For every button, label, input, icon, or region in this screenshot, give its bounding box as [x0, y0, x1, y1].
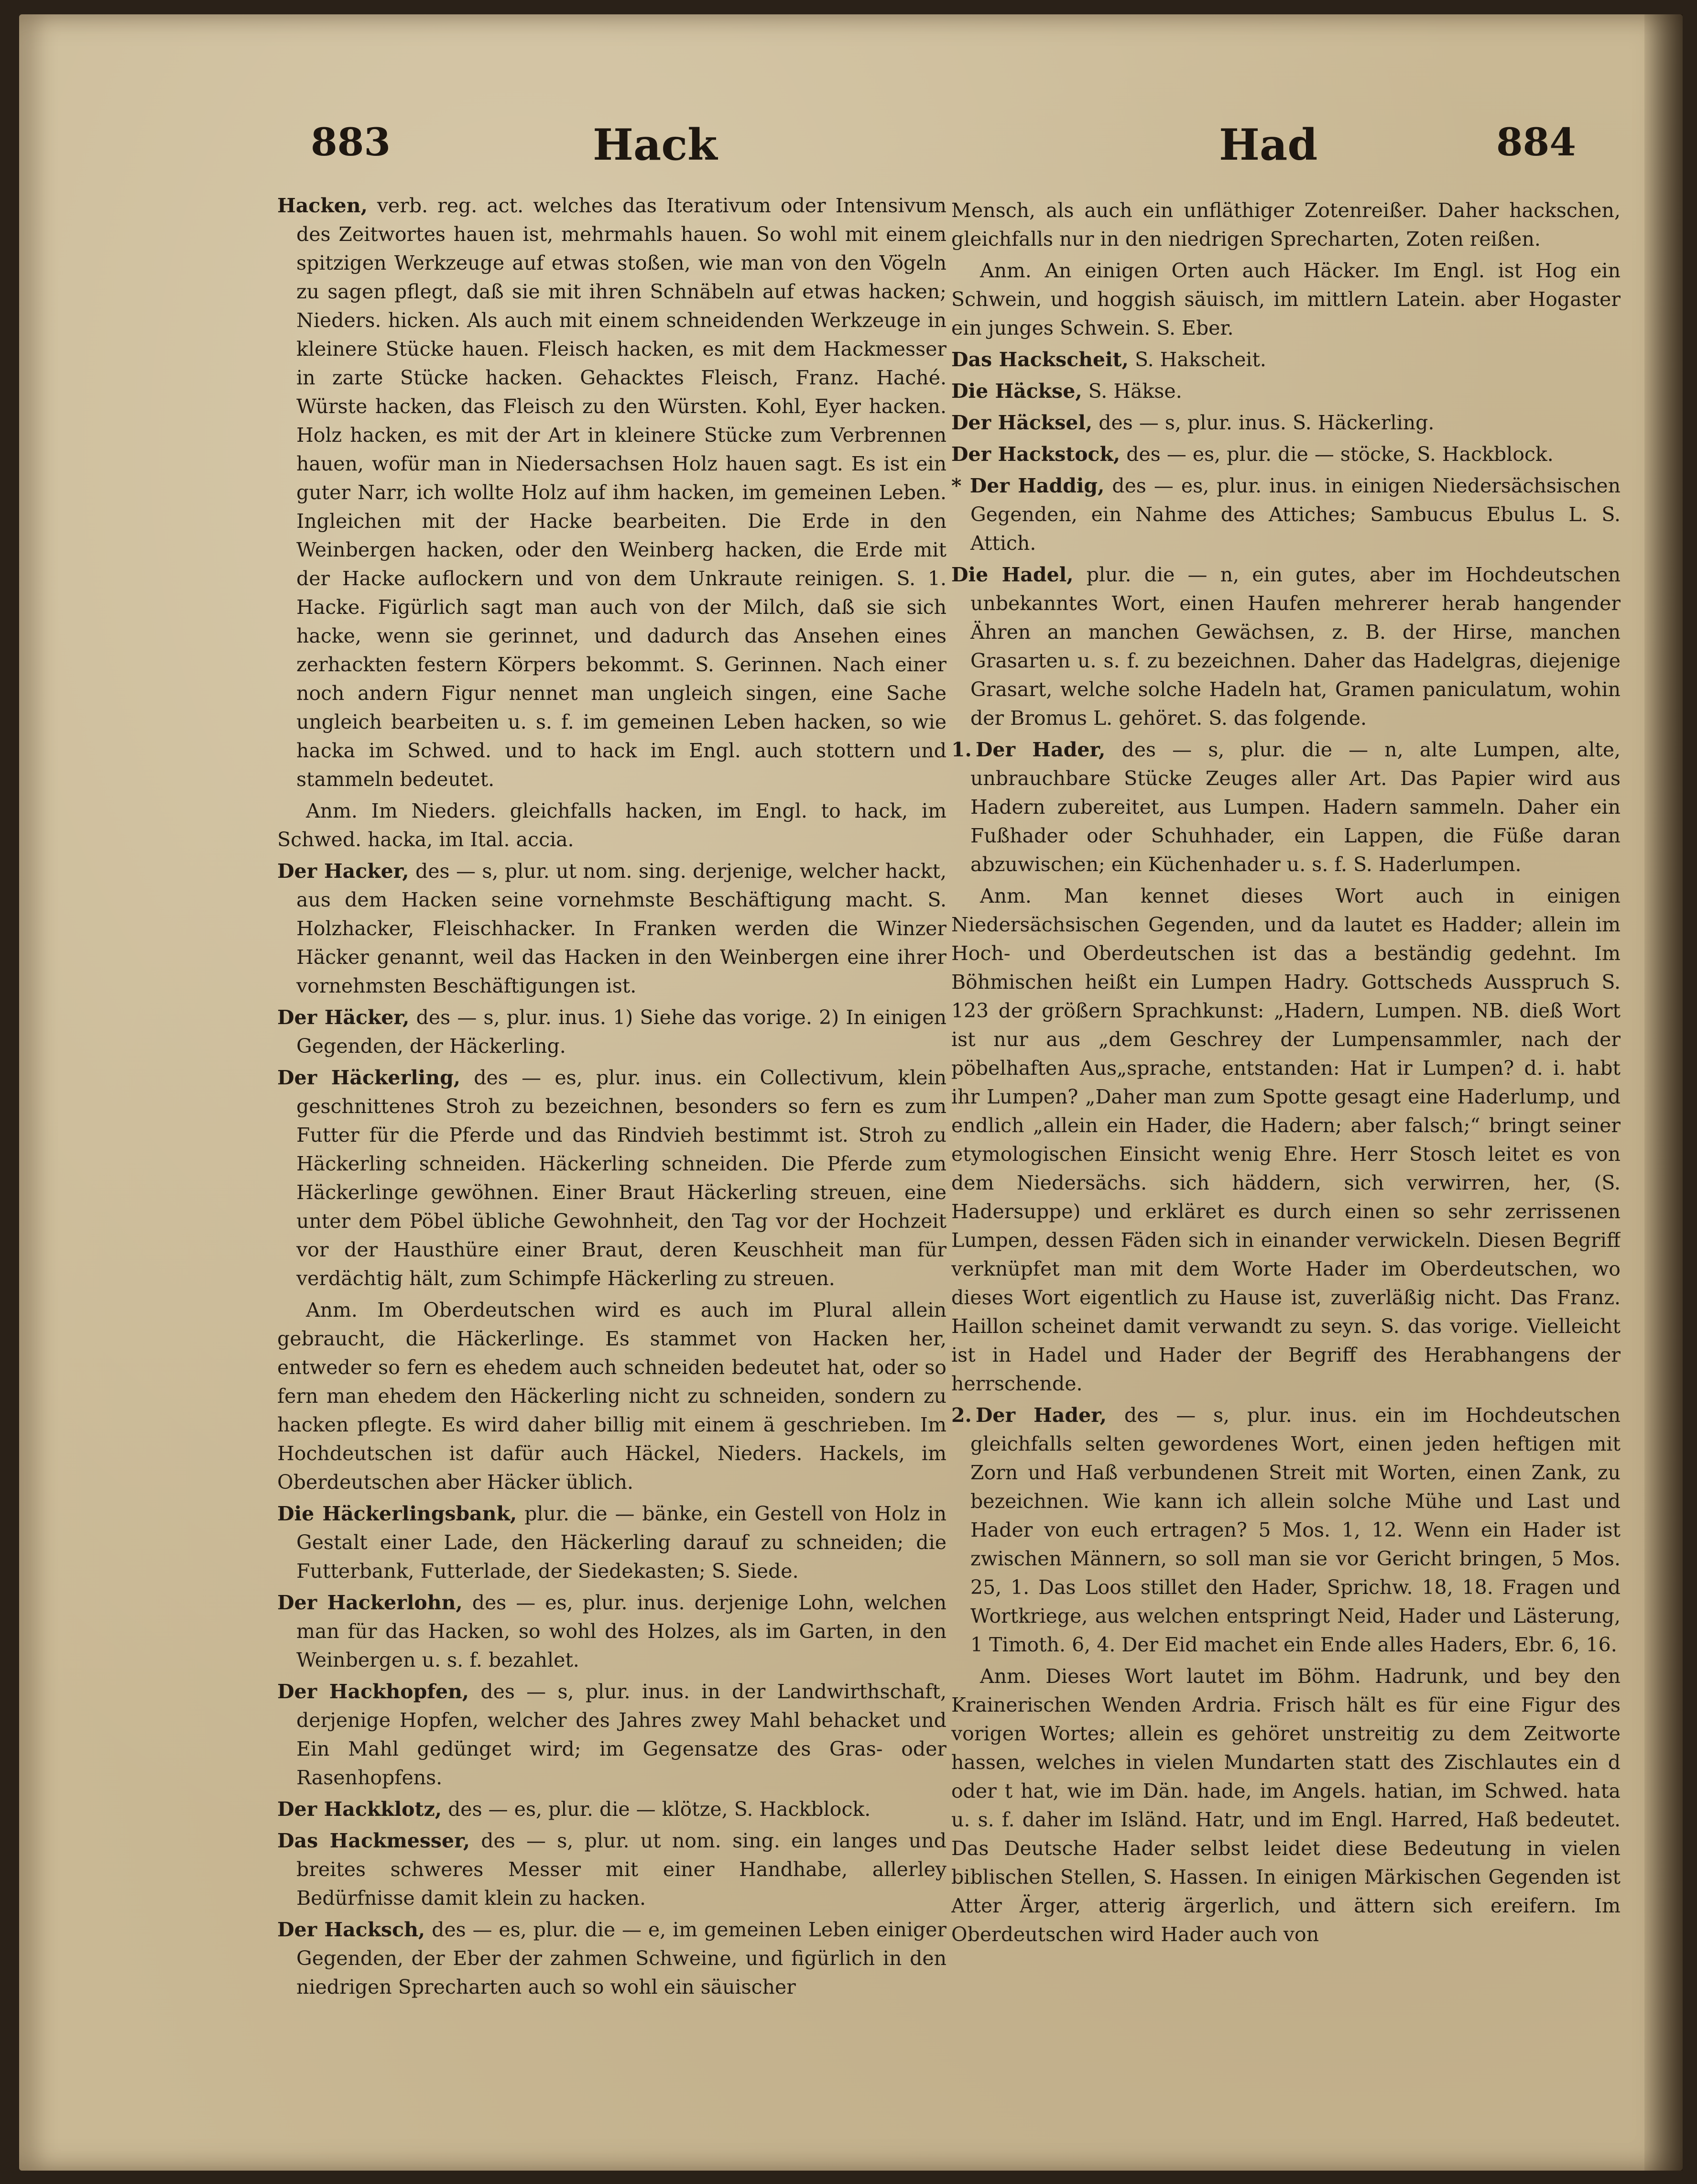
entry-definition: des — s, plur. die — n, alte Lumpen, alte, unbrauchbare Stücke Zeuges aller Art. Das Papier wird aus Hadern zubereitet, aus Lumpen. Hadern sammeln. Daher ein Fußhader oder Schuhhader, ein Lappen, die Füße daran abzuwischen; ein Küchenhader u. s. f. S. Haderlumpen. — [970, 738, 1621, 876]
entry-definition: des — es, plur. die — klötze, S. Hackblock. — [448, 1798, 871, 1821]
dictionary-entry — [951, 560, 1621, 732]
right-running-head: Had — [1219, 120, 1318, 170]
entry-definition: des — s, plur. ut nom. sing. ein langes und breites schweres Messer mit einer Handhabe, allerley Bedürfnisse damit klein zu hacken. — [296, 1829, 946, 1910]
continued-text-body: Mensch, als auch ein unfläthiger Zotenreißer. Daher hackschen, gleichfalls nur in den niedrigen Sprecharten, Zoten reißen. — [951, 199, 1621, 251]
entry-definition: des — s, plur. inus. in der Landwirthschaft, derjenige Hopfen, welcher des Jahres zwey Mahl behacket und Ein Mahl gedünget wird; im Gegensatze des Gras- oder Rasenhopfens. — [296, 1680, 946, 1789]
dictionary-entry — [951, 440, 1621, 469]
annotation-text: Anm. Man kennet dieses Wort auch in einigen Niedersächsischen Gegenden, und da lautet es Hadder; allein im Hoch- und Oberdeutschen ist das a beständig gedehnt. Im Böhmischen heißt ein Lumpen Hadry. Gottscheds Ausspruch S. 123 der größern Sprachkunst: „Hadern, Lumpen. NB. dieß Wort ist nur aus „dem Geschrey der Lumpensammler, nach der pöbelhaften Aus„sprache, entstanden: Hat ir Lumpen? d. i. habt ihr Lumpen? „Daher man zum Spotte gesagt eine Haderlump, und endlich „allein ein Hader, die Hadern; aber falsch;“ bringt seiner etymologischen Einsicht wenig Ehre. Herr Stosch leitet es von dem Niedersächs. sich häddern, sich verwirren, her, (S. Hadersuppe) und erkläret es durch einen so sehr zerrissenen Lumpen, dessen Fäden sich in einander verwickeln. Diesen Begriff verknüpfet man mit dem Worte Hader im Oberdeutschen, wo dieses Wort eigentlich zu Hause ist, zuverläßig nicht. Das Franz. Haillon scheinet damit verwandt zu seyn. S. das vorige. Vielleicht ist in Hadel und Hader der Begriff des Herabhangens der herrschende. — [951, 885, 1621, 1395]
dictionary-entry — [277, 1588, 946, 1674]
entry-definition: des — s, plur. ut nom. sing. derjenige, welcher hackt, aus dem Hacken seine vornehmste Beschäftigung macht. S. Holzhacker, Fleischhacker. In Franken werden die Winzer Häcker genannt, weil das Hacken in den Weinbergen eine ihrer vornehmsten Beschäftigungen ist. — [296, 860, 946, 997]
entry-headword: Der Hader, — [975, 738, 1106, 761]
entry-headword: Der Hackhopfen, — [277, 1680, 469, 1703]
entry-headword: Der Hackstock, — [951, 443, 1120, 466]
entry-definition: S. Häkse. — [1088, 380, 1182, 403]
dictionary-entry — [951, 735, 1621, 879]
continued-text — [951, 196, 1621, 253]
entry-definition: des — s, plur. inus. S. Häckerling. — [1099, 411, 1435, 434]
dictionary-entry — [951, 408, 1621, 437]
annotation-text: Anm. An einigen Orten auch Häcker. Im Engl. ist Hog ein Schwein, und hoggish säuisch, im mittlern Latein. aber Hogaster ein junges Schwein. S. Eber. — [951, 259, 1621, 339]
dictionary-entry — [277, 1915, 946, 2001]
entry-number: 1. — [951, 738, 972, 761]
dictionary-entry — [277, 1063, 946, 1293]
annotation-paragraph — [951, 1662, 1621, 1949]
entry-headword: Die Häckerlingsbank, — [277, 1502, 517, 1525]
annotation-text: Anm. Dieses Wort lautet im Böhm. Hadrunk, und bey den Krainerischen Wenden Ardria. Frisch hält es für eine Figur des vorigen Wortes; allein es gehöret unstreitig zu dem Zeitworte hassen, welches in vielen Mundarten statt des Zischlautes ein d oder t hat, wie im Dän. hade, im Angels. hatian, im Schwed. hata u. s. f. daher im Isländ. Hatr, und im Engl. Harred, Haß bedeutet. Das Deutsche Hader selbst leidet diese Bedeutung in vielen biblischen Stellen, S. Hassen. In einigen Märkischen Gegenden ist Atter Ärger, atterig ärgerlich, und ättern sich ereifern. Im Oberdeutschen wird Hader auch von — [951, 1665, 1621, 1946]
dictionary-entry — [277, 1677, 946, 1792]
entry-headword: Die Hadel, — [951, 563, 1074, 586]
dictionary-entry — [951, 471, 1621, 557]
dictionary-entry — [951, 1401, 1621, 1659]
entry-headword: * Der Haddig, — [951, 474, 1105, 497]
entry-headword: Der Häcker, — [277, 1006, 410, 1029]
book-gutter-shadow — [1644, 14, 1683, 2171]
dictionary-entry — [277, 1826, 946, 1912]
entry-definition: S. Hakscheit. — [1134, 348, 1266, 371]
entry-headword: Das Hackmesser, — [277, 1829, 470, 1852]
entry-definition: des — es, plur. inus. in einigen Niedersächsischen Gegenden, ein Nahme des Attiches; Sambucus Ebulus L. S. Attich. — [970, 474, 1621, 555]
right-text-column — [951, 196, 1621, 2013]
left-page-number: 883 — [311, 120, 391, 164]
dictionary-entry — [277, 1003, 946, 1060]
dictionary-entry — [277, 1795, 946, 1824]
entry-definition: des — s, plur. inus. ein im Hochdeutschen gleichfalls selten gewordenes Wort, einen jeden heftigen mit Zorn und Haß verbundenen Streit mit Worten, einen Zank, zu bezeichnen. Wie kann ich allein solche Mühe und Last und Hader von euch ertragen? 5 Mos. 1, 12. Wenn ein Hader ist zwischen Männern, so soll man sie vor Gericht bringen, 5 Mos. 25, 1. Das Loos stillet den Hader, Sprichw. 18, 18. Fragen und Wortkriege, aus welchen entspringt Neid, Hader und Lästerung, 1 Timoth. 6, 4. Der Eid machet ein Ende alles Haders, Ebr. 6, 16. — [970, 1404, 1621, 1656]
entry-headword: Der Hackerlohn, — [277, 1591, 463, 1614]
entry-definition: plur. die — bänke, ein Gestell von Holz in Gestalt einer Lade, den Häckerling darauf zu schneiden; die Futterbank, Futterlade, der Siedekasten; S. Siede. — [296, 1502, 946, 1583]
entry-headword: Der Häcksel, — [951, 411, 1093, 434]
annotation-paragraph — [951, 882, 1621, 1398]
dictionary-entry — [951, 377, 1621, 405]
entry-headword: Der Hackklotz, — [277, 1798, 442, 1821]
entry-definition: des — s, plur. inus. 1) Siehe das vorige. 2) In einigen Gegenden, der Häckerling. — [296, 1006, 946, 1058]
entry-definition: verb. reg. act. welches das Iterativum oder Intensivum des Zeitwortes hauen ist, mehrmahls hauen. So wohl mit einem spitzigen Werkzeuge auf etwas stoßen, wie man von den Vögeln zu sagen pflegt, daß sie mit ihren Schnäbeln auf etwas hacken; Nieders. hicken. Als auch mit einem schneidenden Werkzeuge in kleinere Stücke hauen. Fleisch hacken, es mit dem Hackmesser in zarte Stücke hacken. Gehacktes Fleisch, Franz. Haché. Würste hacken, das Fleisch zu den Würsten. Kohl, Eyer hacken. Holz hacken, es mit der Art in kleinere Stücke zum Verbrennen hauen, wofür man in Niedersachsen Holz hauen sagt. Es ist ein guter Narr, ich wollte Holz auf ihm hacken, im gemeinen Leben. Ingleichen mit der Hacke bearbeiten. Die Erde in den Weinbergen hacken, oder den Weinberg hacken, die Erde mit der Hacke auflockern und von dem Unkraute reinigen. S. 1. Hacke. Figürlich sagt man auch von der Milch, daß sie sich hacke, wenn sie gerinnet, und dadurch das Ansehen eines zerhackten festern Körpers bekommt. S. Gerinnen. Nach einer noch andern Figur nennet man ungleich singen, eine Sache ungleich bearbeiten u. s. f. im gemeinen Leben hacken, so wie hacka im Schwed. und to hack im Engl. auch stottern und stammeln bedeutet. — [296, 194, 946, 791]
entry-headword: Hacken, — [277, 194, 368, 217]
dictionary-entry — [277, 1499, 946, 1585]
entry-headword: Der Häckerling, — [277, 1066, 461, 1089]
left-text-column — [277, 191, 946, 2008]
dictionary-entry — [277, 191, 946, 794]
annotation-paragraph — [277, 1296, 946, 1496]
entry-definition: plur. die — n, ein gutes, aber im Hochdeutschen unbekanntes Wort, einen Haufen mehrerer herab hangender Ähren an manchen Gewächsen, z. B. der Hirse, manchen Grasarten u. s. f. zu bezeichnen. Daher das Hadelgras, diejenige Grasart, welche solche Hadeln hat, Gramen paniculatum, wohin der Bromus L. gehöret. S. das folgende. — [970, 563, 1621, 730]
entry-headword: Die Häckse, — [951, 380, 1082, 403]
entry-number: 2. — [951, 1404, 972, 1427]
right-page-number: 884 — [1496, 120, 1576, 164]
dictionary-entry — [277, 857, 946, 1000]
entry-definition: des — es, plur. die — e, im gemeinen Leben einiger Gegenden, der Eber der zahmen Schweine, und figürlich in den niedrigen Sprecharten auch so wohl ein säuischer — [296, 1918, 946, 1998]
annotation-text: Anm. Im Nieders. gleichfalls hacken, im Engl. to hack, im Schwed. hacka, im Ital. accia. — [277, 799, 946, 851]
entry-definition: des — es, plur. inus. derjenige Lohn, welchen man für das Hacken, so wohl des Holzes, als im Garten, in den Weinbergen u. s. f. bezahlet. — [296, 1591, 946, 1671]
annotation-paragraph — [951, 256, 1621, 342]
left-running-head: Hack — [593, 120, 718, 170]
dictionary-entry — [951, 345, 1621, 374]
annotation-paragraph — [277, 797, 946, 854]
entry-definition: des — es, plur. inus. ein Collectivum, klein geschnittenes Stroh zu bezeichnen, besonders so fern es zum Futter für die Pferde und das Rindvieh bestimmt ist. Stroh zu Häckerling schneiden. Häckerling schneiden. Die Pferde zum Häckerlinge gewöhnen. Einer Braut Häckerling streuen, eine unter dem Pöbel übliche Gewohnheit, den Tag vor der Hochzeit vor der Hausthüre einer Braut, deren Keuschheit man für verdächtig hält, zum Schimpfe Häckerling zu streuen. — [296, 1066, 946, 1290]
entry-headword: Das Hackscheit, — [951, 348, 1129, 371]
entry-definition: des — es, plur. die — stöcke, S. Hackblock. — [1126, 443, 1554, 466]
entry-headword: Der Hader, — [975, 1404, 1107, 1427]
annotation-text: Anm. Im Oberdeutschen wird es auch im Plural allein gebraucht, die Häckerlinge. Es stammet von Hacken her, entweder so fern es ehedem auch schneiden bedeutet hat, oder so fern man ehedem den Häckerling nicht zu schneiden, sondern zu hacken pflegte. Es wird daher billig mit einem ä geschrieben. Im Hochdeutschen ist dafür auch Häckel, Nieders. Hackels, im Oberdeutschen aber Häcker üblich. — [277, 1299, 946, 1494]
entry-headword: Der Hacksch, — [277, 1918, 425, 1941]
entry-headword: Der Hacker, — [277, 860, 409, 883]
